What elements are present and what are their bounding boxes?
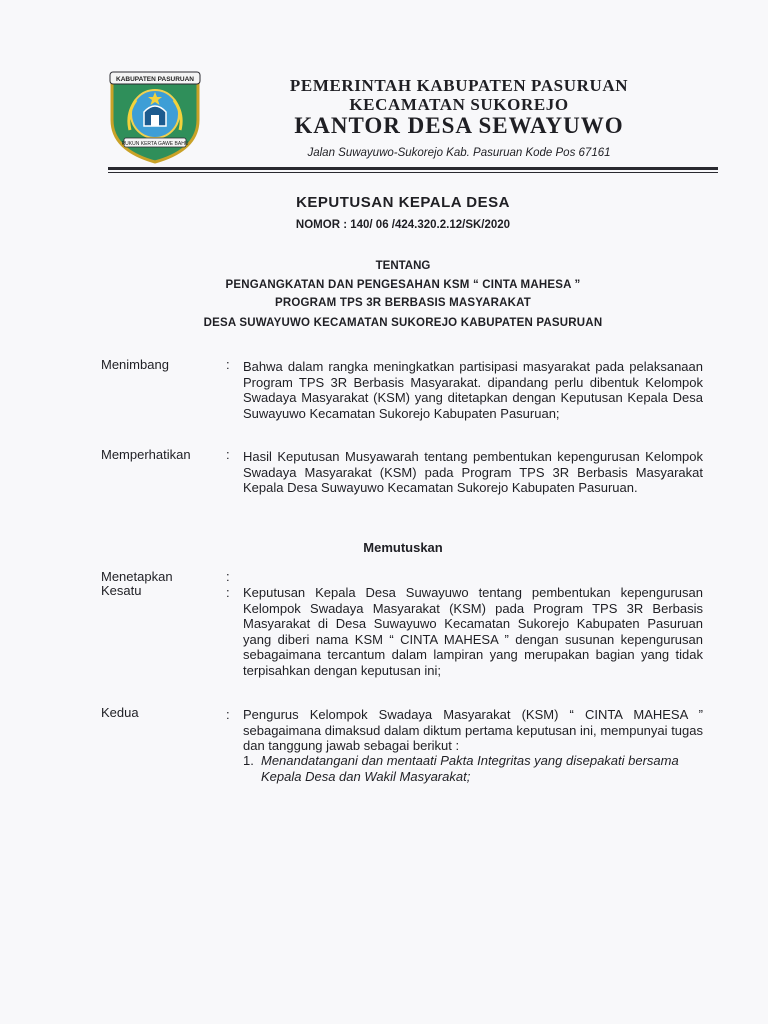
memperhatikan-text: Hasil Keputusan Musyawarah tentang pembentukan kepengurusan Kelompok Swadaya Masyarakat (KSM) pada Program TPS 3R Berbasis Masyarakat Kepala Desa Suwayuwo Kecamatan Sukorejo Kabupaten Pasuruan. [243, 449, 703, 495]
gov-line2: KECAMATAN SUKOREJO [349, 95, 569, 114]
kedua-text: Pengurus Kelompok Swadaya Masyarakat (KSM) “ CINTA MAHESA ” sebagaimana dimaksud dalam diktum pertama keputusan ini, mempunyai tugas dan tanggung jawab sebagai berikut : [243, 707, 703, 753]
subject-line3: DESA SUWAYUWO KECAMATAN SUKOREJO KABUPATEN PASURUAN [203, 317, 603, 329]
subject-line1: PENGANGKATAN DAN PENGESAHAN KSM “ CINTA MAHESA ” [225, 279, 581, 291]
menetapkan-colon: : [226, 569, 230, 584]
kabupaten-pasuruan-emblem-icon [106, 70, 204, 164]
document-number: NOMOR : 140/ 06 /424.320.2.12/SK/2020 [295, 219, 511, 231]
letterhead-divider-thick [108, 167, 718, 170]
kesatu-label: Kesatu [101, 583, 142, 598]
kesatu-text: Keputusan Kepala Desa Suwayuwo tentang pembentukan kepengurusan Kelompok Swadaya Masyarakat (KSM) pada Program TPS 3R Berbasis Masyarakat di Desa Suwayuwo Kecamatan Sukorejo Kabupaten Pasuruan yang diberi nama KSM “ CINTA MAHESA ” dengan susunan kepengurusan sebagaimana tercantum dalam lampiran yang merupakan bagian yang tidak terpisahkan dengan keputusan ini; [243, 585, 703, 678]
menimbang-label: Menimbang [101, 357, 169, 372]
letterhead-divider-thin [108, 172, 718, 173]
kedua-label: Kedua [101, 705, 139, 720]
memperhatikan-label: Memperhatikan [101, 447, 191, 462]
kedua-item-text: Menandatangani dan mentaati Pakta Integritas yang disepakati bersama Kepala Desa dan Wakil Masyarakat; [261, 753, 679, 784]
subject-line2: PROGRAM TPS 3R BERBASIS MASYARAKAT [275, 297, 531, 309]
emblem-motto-text: RUKUN KERTA GAWE BAHU [121, 141, 189, 147]
office-address: Jalan Suwayuwo-Sukorejo Kab. Pasuruan Kode Pos 67161 [307, 147, 611, 159]
document-heading: KEPUTUSAN KEPALA DESA [296, 194, 510, 211]
gov-line1: PEMERINTAH KABUPATEN PASURUAN [289, 76, 629, 95]
kesatu-colon: : [226, 585, 230, 600]
menimbang-colon: : [226, 357, 230, 372]
kedua-item-number: 1. [243, 753, 254, 768]
menetapkan-label: Menetapkan [101, 569, 173, 584]
tentang-label: TENTANG [375, 260, 431, 272]
menimbang-text: Bahwa dalam rangka meningkatkan partisipasi masyarakat pada pelaksanaan Program TPS 3R Berbasis Masyarakat. dipandang perlu dibentuk Kelompok Swadaya Masyarakat (KSM) yang ditetapkan dengan Keputusan Kepala Desa Suwayuwo Kecamatan Sukorejo Kabupaten Pasuruan; [243, 359, 703, 421]
emblem-banner-text: KABUPATEN PASURUAN [116, 76, 194, 83]
memperhatikan-colon: : [226, 447, 230, 462]
kedua-colon: : [226, 707, 230, 722]
office-name: KANTOR DESA SEWAYUWO [294, 113, 624, 138]
memutuskan-heading: Memutuskan [363, 540, 443, 555]
